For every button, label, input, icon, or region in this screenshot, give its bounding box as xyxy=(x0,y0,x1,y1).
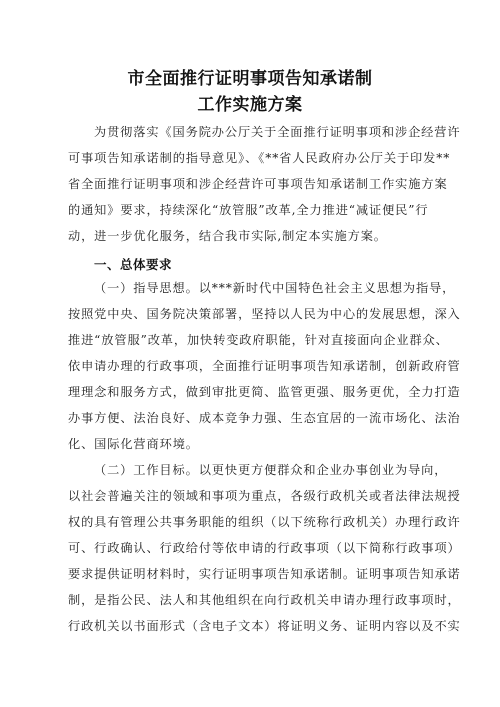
intro-line-5: 动，进一步优化服务，结合我市实际,制定本实施方案。 xyxy=(68,229,387,243)
section-heading-overall-requirements: 一、总体要求 xyxy=(94,257,173,272)
para1-line-1: （一）指导思想。以***新时代中国特色社会主义思想为指导， xyxy=(94,281,456,295)
intro-line-3: 省全面推行证明事项和涉企经营许可事项告知承诺制工作实施方案 xyxy=(68,177,448,191)
document-title-line-2: 工作实施方案 xyxy=(197,95,303,115)
intro-line-1: 为贯彻落实《国务院办公厅关于全面推行证明事项和涉企经营许 xyxy=(94,125,461,139)
para1-line-7: 化、国际化营商环境。 xyxy=(68,437,199,451)
para2-line-2: 以社会普遍关注的领域和事项为重点，各级行政机关或者法律法规授 xyxy=(68,489,461,503)
para2-line-4: 可、行政确认、行政给付等依申请的行政事项（以下简称行政事项） xyxy=(68,541,461,555)
para2-line-1: （二）工作目标。以更快更方便群众和企业办事创业为导向， xyxy=(94,463,448,477)
para1-line-3: 推进“放管服”改革，加快转变政府职能，针对直接面向企业群众、 xyxy=(68,333,449,347)
para1-line-5: 理理念和服务方式，做到审批更简、监管更强、服务更优，全力打造 xyxy=(68,385,461,399)
para2-line-5: 要求提供证明材料时，实行证明事项告知承诺制。证明事项告知承诺 xyxy=(68,567,461,581)
para2-line-7: 行政机关以书面形式（含电子文本）将证明义务、证明内容以及不实 xyxy=(68,619,461,633)
para1-line-4: 依申请办理的行政事项，全面推行证明事项告知承诺制，创新政府管 xyxy=(68,359,461,373)
para2-line-3: 权的具有管理公共事务职能的组织（以下统称行政机关）办理行政许 xyxy=(68,515,461,529)
para2-line-6: 制，是指公民、法人和其他组织在向行政机关申请办理行政事项时， xyxy=(68,593,461,607)
intro-line-2: 可事项告知承诺制的指导意见》、《**省人民政府办公厅关于印发** xyxy=(68,151,451,165)
para1-line-6: 办事方便、法治良好、成本竞争力强、生态宜居的一流市场化、法治 xyxy=(68,411,461,425)
para1-line-2: 按照党中央、国务院决策部署，坚持以人民为中心的发展思想，深入 xyxy=(68,307,461,321)
intro-line-4: 的通知》要求，持续深化“放管服”改革,全力推进“减证便民”行 xyxy=(68,203,429,217)
document-title-line-1: 市全面推行证明事项告知承诺制 xyxy=(127,69,373,89)
